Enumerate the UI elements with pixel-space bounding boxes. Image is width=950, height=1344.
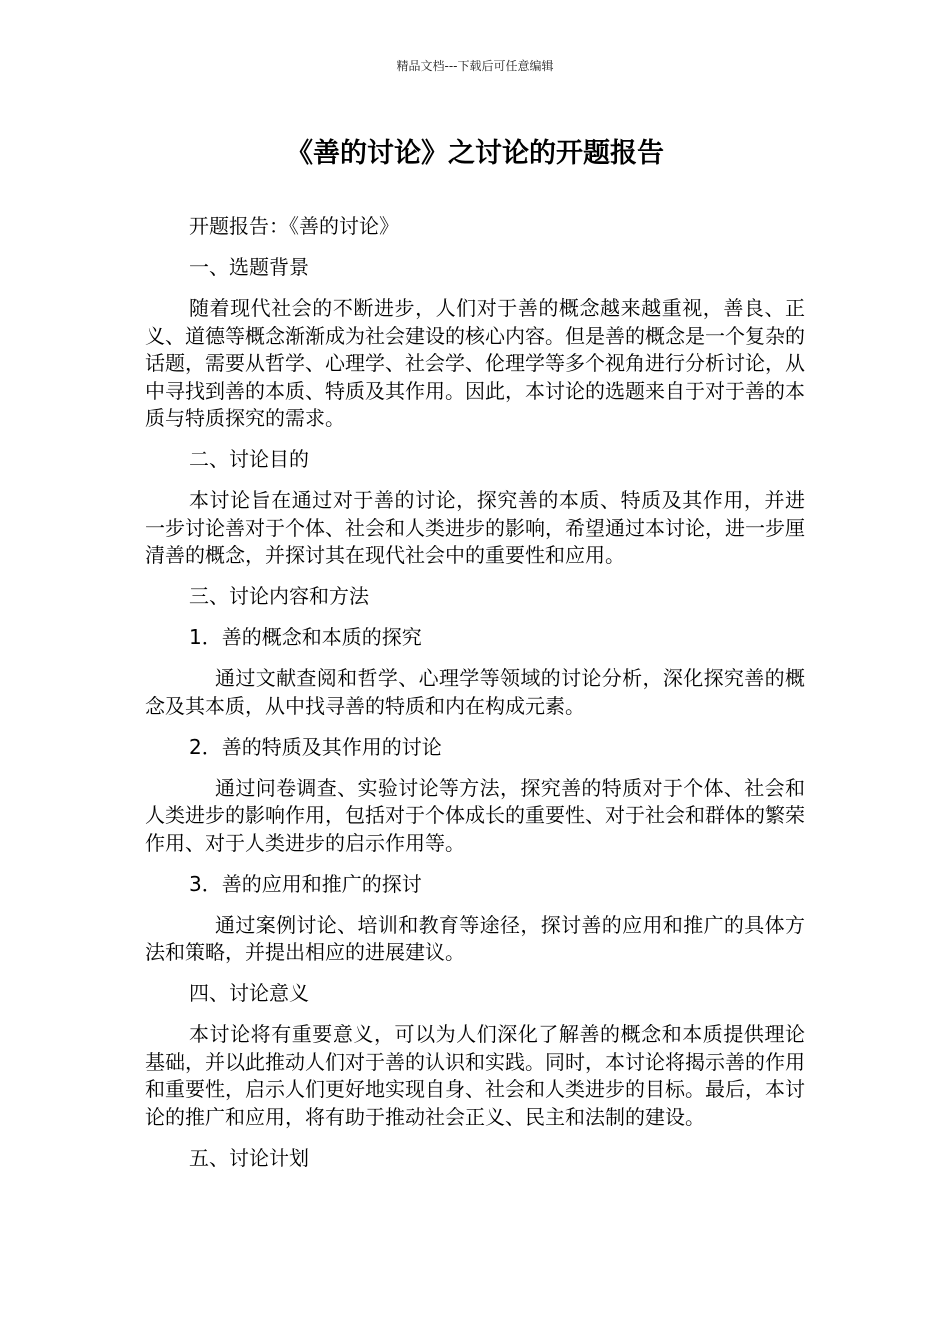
document-title: 《善的讨论》之讨论的开题报告 — [286, 138, 664, 169]
subsection-paragraph-1: 通过文献查阅和哲学、心理学等领域的讨论分析，深化探究善的概念及其本质，从中找寻善的特质和内在构成元素。 — [145, 666, 805, 718]
subsection-title-2: 2．善的特质及其作用的讨论 — [189, 734, 442, 759]
header-note: 精品文档---下载后可任意编辑 — [396, 59, 554, 73]
subsection-paragraph-2: 通过问卷调查、实验讨论等方法，探究善的特质对于个体、社会和人类进步的影响作用，包括对于个体成长的重要性、对于社会和群体的繁荣作用、对于人类进步的启示作用等。 — [145, 775, 805, 855]
section-heading-purpose: 二、讨论目的 — [189, 447, 309, 471]
paragraph-purpose: 本讨论旨在通过对于善的讨论，探究善的本质、特质及其作用，并进一步讨论善对于个体、社会和人类进步的影响，希望通过本讨论，进一步厘清善的概念，并探讨其在现代社会中的重要性和应用。 — [145, 488, 805, 567]
subsection-paragraph-3: 通过案例讨论、培训和教育等途径，探讨善的应用和推广的具体方法和策略，并提出相应的进展建议。 — [145, 912, 805, 964]
paragraph-background: 随着现代社会的不断进步，人们对于善的概念越来越重视，善良、正义、道德等概念渐渐成为社会建设的核心内容。但是善的概念是一个复杂的话题，需要从哲学、心理学、社会学、伦理学等多个视角进行分析讨论，从中寻找到善的本质、特质及其作用。因此，本讨论的选题来自于对于善的本质与特质探究的需求。 — [145, 296, 805, 430]
paragraph-significance: 本讨论将有重要意义，可以为人们深化了解善的概念和本质提供理论基础，并以此推动人们对于善的认识和实践。同时，本讨论将揭示善的作用和重要性，启示人们更好地实现自身、社会和人类进步的目标。最后，本讨论的推广和应用，将有助于推动社会正义、民主和法制的建设。 — [145, 1022, 805, 1129]
subsection-title-3: 3．善的应用和推广的探讨 — [189, 871, 422, 896]
section-heading-plan: 五、讨论计划 — [189, 1145, 309, 1170]
subsection-title-1: 1．善的概念和本质的探究 — [189, 625, 422, 649]
intro-line: 开题报告：《善的讨论》 — [189, 214, 399, 238]
document-body — [145, 213, 805, 1186]
section-heading-content-methods: 三、讨论内容和方法 — [189, 584, 369, 608]
section-heading-background: 一、选题背景 — [189, 255, 309, 279]
section-heading-significance: 四、讨论意义 — [189, 981, 309, 1005]
